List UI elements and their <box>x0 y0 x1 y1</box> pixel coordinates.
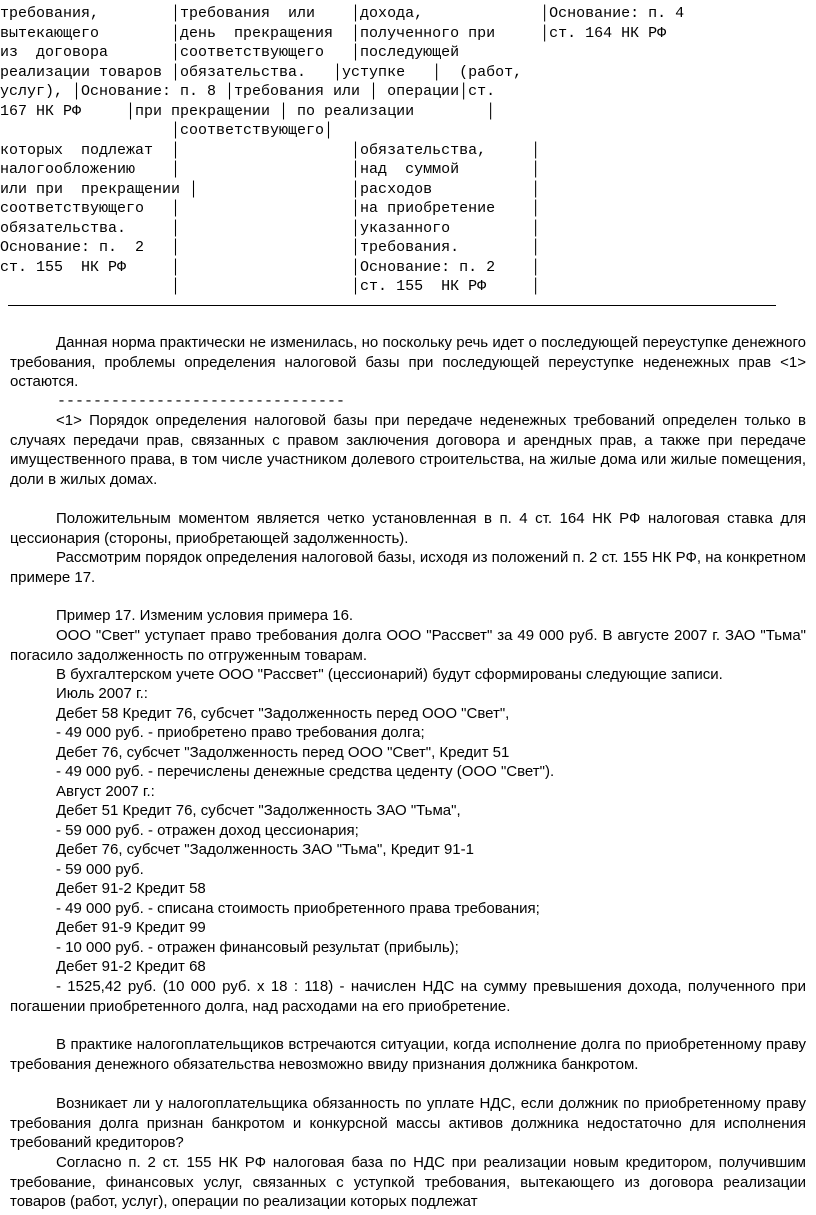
entry-line: Дебет 58 Кредит 76, субсчет "Задолженность перед ООО "Свет", <box>56 705 510 722</box>
paragraph: В бухгалтерском учете ООО "Рассвет" (цессионарий) будут сформированы следующие записи. <box>56 666 723 683</box>
paragraph: Данная норма практически не изменилась, но поскольку речь идет о последующей переуступке денежного требования, проблемы определения налоговой базы при последующей переуступке неденежных прав <1> остаются. <box>10 334 806 390</box>
entry-line: - 10 000 руб. - отражен финансовый результат (прибыль); <box>56 939 459 956</box>
table-line: соответствующего │ │на приобретение │ <box>0 200 541 217</box>
entry-line: - 59 000 руб. - отражен доход цессионария; <box>56 822 359 839</box>
table-line: вытекающего │день прекращения │полученного при │ст. 164 НК РФ <box>0 25 667 42</box>
table-line: Основание: п. 2 │ │требования. │ <box>0 239 541 256</box>
table-line: реализации товаров │обязательства. │уступке │ (работ, <box>0 64 523 81</box>
paragraph: ООО "Свет" уступает право требования долга ООО "Рассвет" за 49 000 руб. В августе 2007 г. ЗАО "Тьма" погасило задолженность по отгруженным товарам. <box>10 627 806 664</box>
entry-line: Дебет 76, субсчет "Задолженность ЗАО "Тьма", Кредит 91-1 <box>56 841 474 858</box>
paragraph: Возникает ли у налогоплательщика обязанность по уплате НДС, если должник по приобретенному праву требования долга признан банкротом и конкурсной массы активов должника недостаточно для исполнения требований кредиторов? <box>10 1095 806 1151</box>
entry-line: Июль 2007 г.: <box>56 685 148 702</box>
table-line: требования, │требования или │дохода, │Основание: п. 4 <box>0 5 685 22</box>
entry-line: Дебет 91-9 Кредит 99 <box>56 919 206 936</box>
table-line: которых подлежат │ │обязательства, │ <box>0 142 541 159</box>
paragraph: Согласно п. 2 ст. 155 НК РФ налоговая база по НДС при реализации новым кредитором, получившим требование, финансовых услуг, связанных с уступкой требования, вытекающего из договора реализации товаров (работ, услуг), операции по реализации которых подлежат <box>10 1154 806 1210</box>
entry-line: Дебет 91-2 Кредит 58 <box>56 880 206 897</box>
entry-line: - 1525,42 руб. (10 000 руб. x 18 : 118) - начислен НДС на сумму превышения дохода, полученного при погашении приобретенного долга, над расходами на его приобретение. <box>10 978 806 1015</box>
entry-line: Дебет 51 Кредит 76, субсчет "Задолженность ЗАО "Тьма", <box>56 802 461 819</box>
paragraph: Положительным моментом является четко установленная в п. 4 ст. 164 НК РФ налоговая ставка для цессионария (стороны, приобретающей задолженность). <box>10 510 806 547</box>
example-title: Пример 17. Изменим условия примера 16. <box>56 607 354 624</box>
paragraph: Рассмотрим порядок определения налоговой базы, исходя из положений п. 2 ст. 155 НК РФ, на конкретном примере 17. <box>10 549 806 586</box>
table-line: ст. 155 НК РФ │ │Основание: п. 2 │ <box>0 259 541 276</box>
table-line: услуг), │Основание: п. 8 │требования или │ операции│ст. <box>0 83 496 100</box>
table-line: обязательства. │ │указанного │ <box>0 220 541 237</box>
table-bottom-rule <box>8 305 776 306</box>
entry-line: - 49 000 руб. - приобретено право требования долга; <box>56 724 425 741</box>
paragraph: В практике налогоплательщиков встречаются ситуации, когда исполнение долга по приобретенному праву требования денежного обязательства невозможно ввиду признания должника банкротом. <box>10 1036 806 1073</box>
entry-line: Дебет 91-2 Кредит 68 <box>56 958 206 975</box>
footnote: <1> Порядок определения налоговой базы при передаче неденежных требований определен только в случаях передачи прав, связанных с правом заключения договора и арендных прав, а также при передаче имущественного права, в том числе участником долевого строительства, на жилые дома или жилые помещения, доли в жилых домах. <box>10 412 806 488</box>
entry-line: - 59 000 руб. <box>56 861 144 878</box>
table-line: 167 НК РФ │при прекращении │ по реализации │ <box>0 103 496 120</box>
table-fragment <box>0 0 816 312</box>
entry-line: - 49 000 руб. - перечислены денежные средства цеденту (ООО "Свет"). <box>56 763 555 780</box>
entry-line: Август 2007 г.: <box>56 783 155 800</box>
entry-line: Дебет 76, субсчет "Задолженность перед ООО "Свет", Кредит 51 <box>56 744 510 761</box>
entry-line: - 49 000 руб. - списана стоимость приобретенного права требования; <box>56 900 540 917</box>
table-line: налогообложению │ │над суммой │ <box>0 161 541 178</box>
table-line: из договора │соответствующего │последующей <box>0 44 460 61</box>
table-line: или при прекращении │ │расходов │ <box>0 181 541 198</box>
table-line: │соответствующего│ <box>0 122 334 139</box>
table-line: │ │ст. 155 НК РФ │ <box>0 278 541 295</box>
footnote-separator: -------------------------------- <box>57 393 346 410</box>
